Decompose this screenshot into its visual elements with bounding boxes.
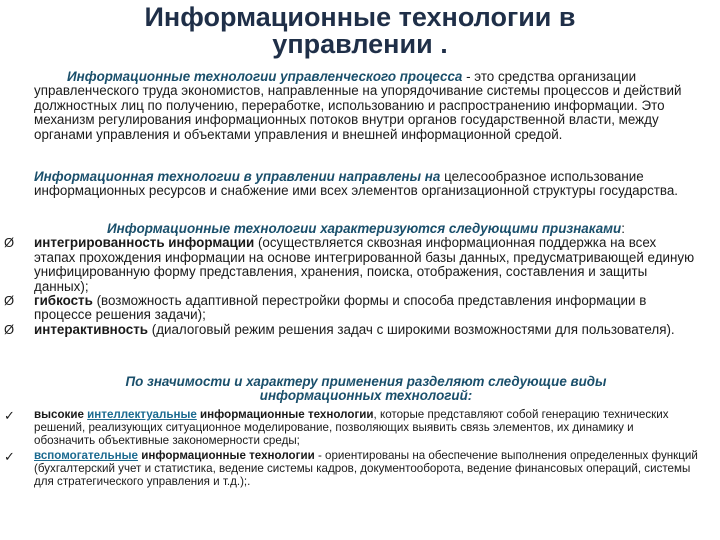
title-line-1: Информационные технологии в bbox=[144, 2, 576, 32]
auxiliary-link[interactable]: вспомогательные bbox=[34, 449, 138, 463]
types-heading-line-2: информационных технологий: bbox=[259, 388, 473, 404]
purpose-heading: Информационная технологии в управлении направлены на bbox=[34, 169, 441, 184]
definition-heading: Информационные технологии управленческого процесса bbox=[67, 69, 463, 84]
feature-term: гибкость bbox=[34, 293, 93, 309]
feature-text: (диалоговый режим решения задач с широкими возможностями для пользователя). bbox=[148, 321, 675, 337]
intellectual-link[interactable]: интеллектуальные bbox=[87, 408, 197, 421]
list-item: ✓ вспомогательные информационные технологии - ориентированы на обеспечение выполнения определенных функций (бухгалтерский учет и статистика, ведение системы кадров, документооборота, ведение финансовых операций, системы для стратегического управления и т.д.);. bbox=[4, 449, 698, 488]
types-list bbox=[4, 408, 698, 489]
arrow-bullet-icon: Ø bbox=[4, 235, 15, 251]
feature-term: интегрированность информации bbox=[34, 235, 255, 251]
definition-paragraph bbox=[34, 70, 698, 142]
purpose-paragraph bbox=[34, 170, 698, 199]
types-heading-line-1: По значимости и характеру применения разделяют следующие виды bbox=[125, 374, 607, 389]
list-item bbox=[4, 235, 698, 294]
page-title bbox=[60, 4, 660, 58]
feature-text: (возможность адаптивной перестройки формы и способа представления информации в процессе решения задачи); bbox=[34, 293, 647, 323]
feature-term: интерактивность bbox=[34, 321, 149, 337]
arrow-bullet-icon: Ø bbox=[4, 293, 15, 309]
features-intro: Информационные технологии характеризуются следующими признаками: bbox=[107, 221, 625, 236]
checkmark-icon: ✓ bbox=[4, 408, 15, 423]
list-item bbox=[4, 321, 698, 337]
definition-text: - это средства организации управленческого труда экономистов, направленные на упорядочивание системы процессов и действий должностных лиц по получению, переработке, использованию и распространению информации. Это механизм регулирования информационных потоков внутри органов государственной власти, между органами управления и объектами управления и внешней информационной средой. bbox=[34, 69, 682, 142]
checkmark-icon: ✓ bbox=[4, 449, 15, 465]
types-heading bbox=[34, 375, 698, 404]
title-line-2: управлении . bbox=[272, 29, 448, 59]
arrow-bullet-icon: Ø bbox=[4, 321, 15, 337]
list-item bbox=[4, 293, 698, 323]
list-item: ✓ высокие интеллектуальные информационные технологии, которые представляют собой генерацию технических решений, реализующих ситуационное моделирование, позволяющих выявить связь элементов, их динамику и обозначить объективные закономерности среды; bbox=[4, 408, 669, 447]
purpose-text: целесообразное использование информационных ресурсов и снабжение ими всех элементов организационной структуры государства. bbox=[34, 169, 679, 199]
feature-text: (осуществляется сквозная информационная поддержка на всех этапах прохождения информации на основе интегрированной базы данных, предусматривающей единую унифицированную форму представления, хранения, поиска, отображения, составления и защиты данных); bbox=[34, 235, 695, 294]
features-section bbox=[4, 221, 698, 337]
